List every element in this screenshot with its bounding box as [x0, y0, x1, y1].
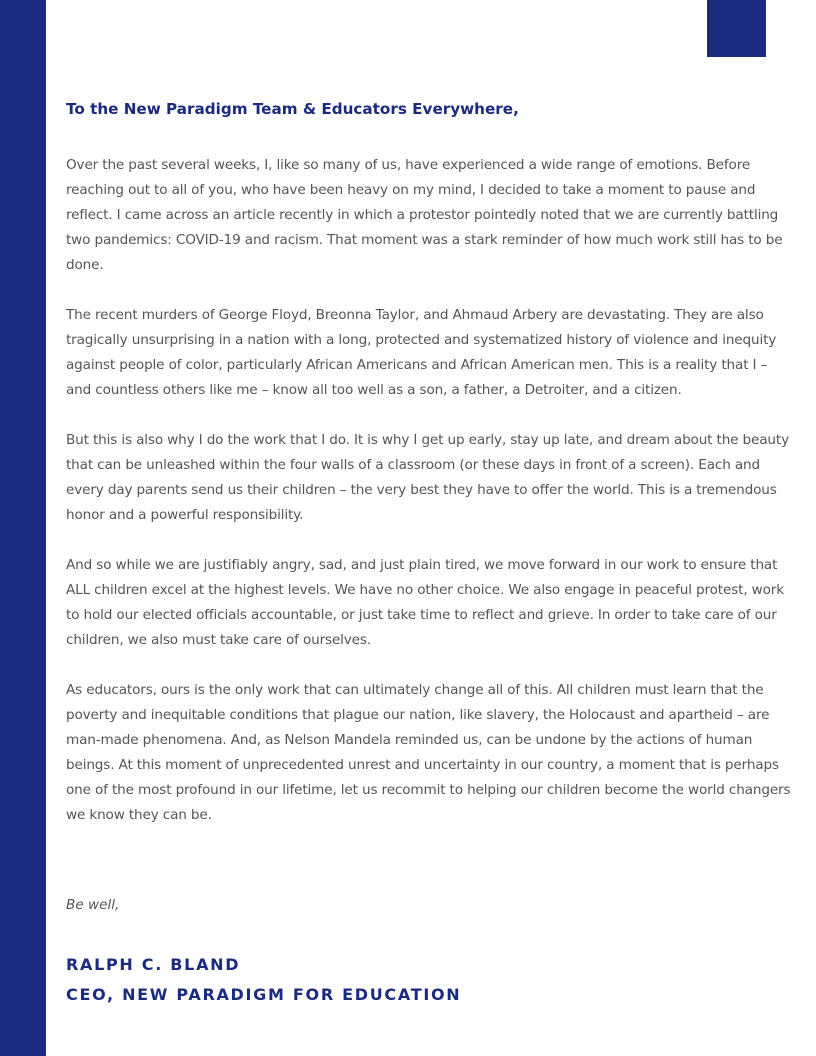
paragraph-1: Over the past several weeks, I, like so many of us, have experienced a wide range of emotions. Before reaching out to all of you, who have been heavy on my mind, I decided to take a moment to pause and reflect. I came across an article recently in which a protestor pointedly noted that we are currently battling two pandemics: COVID-19 and racism. That moment was a stark reminder of how much work still has to be done. — [66, 157, 783, 273]
left-accent-bar — [0, 0, 46, 1056]
signature-block — [66, 950, 461, 1010]
paragraph-3: But this is also why I do the work that I do. It is why I get up early, stay up late, and dream about the beauty that can be unleashed within the four walls of a classroom (or these days in front of a screen). Each and every day parents send us their children – the very best they have to offer the world. This is a tremendous honor and a powerful responsibility. — [66, 432, 789, 523]
signature-title: CEO, NEW PARADIGM FOR EDUCATION — [66, 985, 462, 1004]
paragraph-5: As educators, ours is the only work that can ultimately change all of this. All children must learn that the poverty and inequitable conditions that plague our nation, like slavery, the Holocaust and apartheid – are man-made phenomena. And, as Nelson Mandela reminded us, can be undone by the actions of human beings. At this moment of unprecedented unrest and uncertainty in our country, a moment that is perhaps one of the most profound in our lifetime, let us recommit to helping our children become the world changers we know they can be. — [66, 682, 791, 823]
letter-closing: Be well, — [66, 897, 120, 913]
corner-accent-square — [707, 0, 766, 57]
paragraph-2: The recent murders of George Floyd, Breonna Taylor, and Ahmaud Arbery are devastating. They are also tragically unsurprising in a nation with a long, protected and systematized history of violence and inequity against people of color, particularly African Americans and African American men. This is a reality that I – and countless others like me – know all too well as a son, a father, a Detroiter, and a citizen. — [66, 307, 777, 398]
paragraph-4: And so while we are justifiably angry, sad, and just plain tired, we move forward in our work to ensure that ALL children excel at the highest levels. We have no other choice. We also engage in peaceful protest, work to hold our elected officials accountable, or just take time to reflect and grieve. In order to take care of our children, we also must take care of ourselves. — [66, 557, 784, 648]
letter-body — [66, 97, 796, 853]
signature-name: RALPH C. BLAND — [66, 955, 241, 974]
letter-paragraphs — [66, 153, 796, 828]
letter-greeting: To the New Paradigm Team & Educators Everywhere, — [66, 100, 519, 118]
